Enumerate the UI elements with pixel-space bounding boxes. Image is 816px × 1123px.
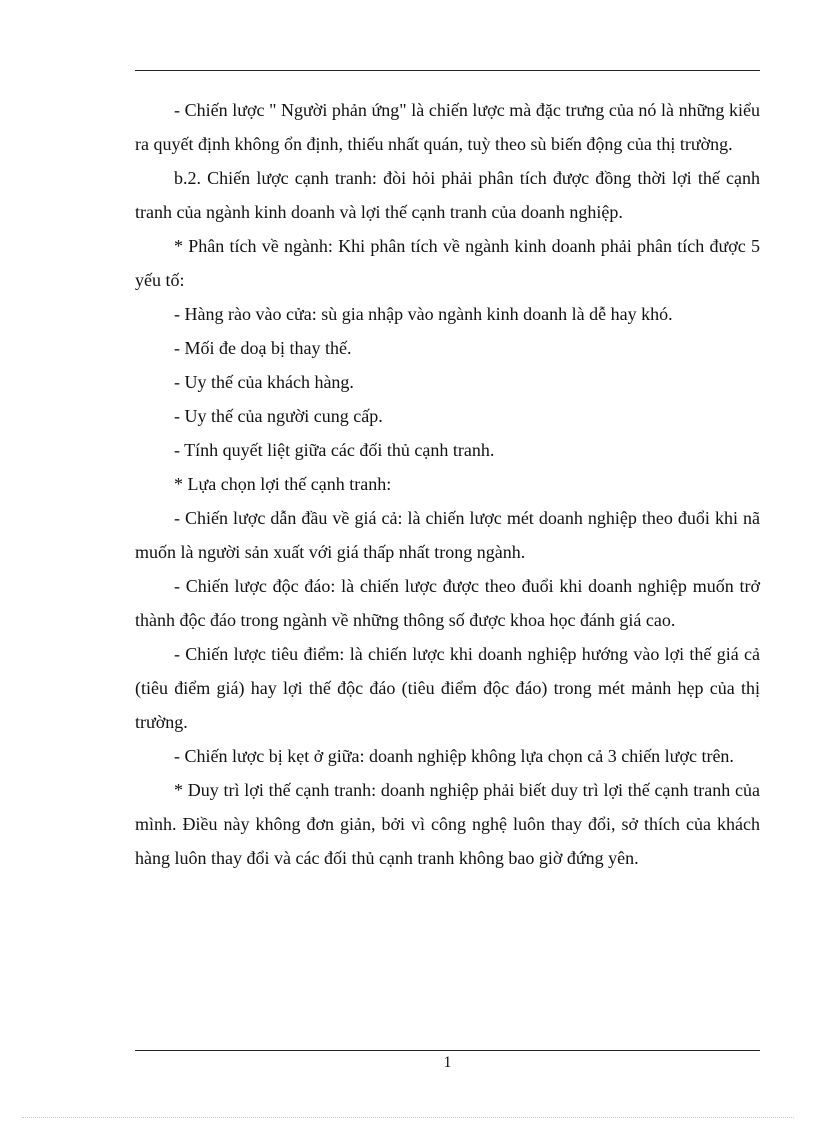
list-item-customer-power: - Uy thế của khách hàng. (174, 372, 354, 392)
paragraph-industry-analysis: * Phân tích về ngành: Khi phân tích về ngành kinh doanh phải phân tích được 5 yếu tố: (135, 236, 760, 290)
paragraph-competitive-strategy: b.2. Chiến lược cạnh tranh: đòi hỏi phải phân tích được đồng thời lợi thế cạnh tranh của ngành kinh doanh và lợi thế cạnh tranh của doanh nghiệp. (135, 168, 760, 222)
paragraph-advantage-selection: * Lựa chọn lợi thế cạnh tranh: (174, 474, 392, 494)
body-text (135, 93, 760, 875)
header-rule (135, 70, 760, 71)
page-edge-divider (22, 1117, 794, 1118)
footer-rule (135, 1050, 760, 1051)
list-item-substitution-threat: - Mối đe doạ bị thay thế. (174, 338, 352, 358)
paragraph-sustain-advantage: * Duy trì lợi thế cạnh tranh: doanh nghiệp phải biết duy trì lợi thế cạnh tranh của mình. Điều này không đơn giản, bởi vì công nghệ luôn thay đổi, sở thích của khách hàng luôn thay đổi và các đối thủ cạnh tranh không bao giờ đứng yên. (135, 780, 760, 868)
paragraph-cost-leadership: - Chiến lược dẫn đầu về giá cả: là chiến lược mét doanh nghiệp theo đuổi khi nã muốn là người sản xuất với giá thấp nhất trong ngành. (135, 508, 760, 562)
page-number: 1 (443, 1054, 452, 1071)
list-item-supplier-power: - Uy thế của người cung cấp. (174, 406, 383, 426)
paragraph-reactor-strategy: - Chiến lược " Người phản ứng" là chiến lược mà đặc trưng của nó là những kiểu ra quyết định không ổn định, thiếu nhất quán, tuỳ theo sù biến động của thị trường. (135, 100, 760, 154)
paragraph-stuck-in-middle: - Chiến lược bị kẹt ở giữa: doanh nghiệp không lựa chọn cả 3 chiến lược trên. (174, 746, 734, 766)
list-item-entry-barrier: - Hàng rào vào cửa: sù gia nhập vào ngành kinh doanh là dễ hay khó. (174, 304, 673, 324)
list-item-rivalry: - Tính quyết liệt giữa các đối thủ cạnh tranh. (174, 440, 495, 460)
paragraph-differentiation: - Chiến lược độc đáo: là chiến lược được theo đuổi khi doanh nghiệp muốn trở thành độc đáo trong ngành về những thông số được khoa học đánh giá cao. (135, 576, 760, 630)
paragraph-focus-strategy: - Chiến lược tiêu điểm: là chiến lược khi doanh nghiệp hướng vào lợi thế giá cả (tiêu điểm giá) hay lợi thế độc đáo (tiêu điểm độc đáo) trong mét mảnh hẹp của thị trường. (135, 644, 760, 732)
